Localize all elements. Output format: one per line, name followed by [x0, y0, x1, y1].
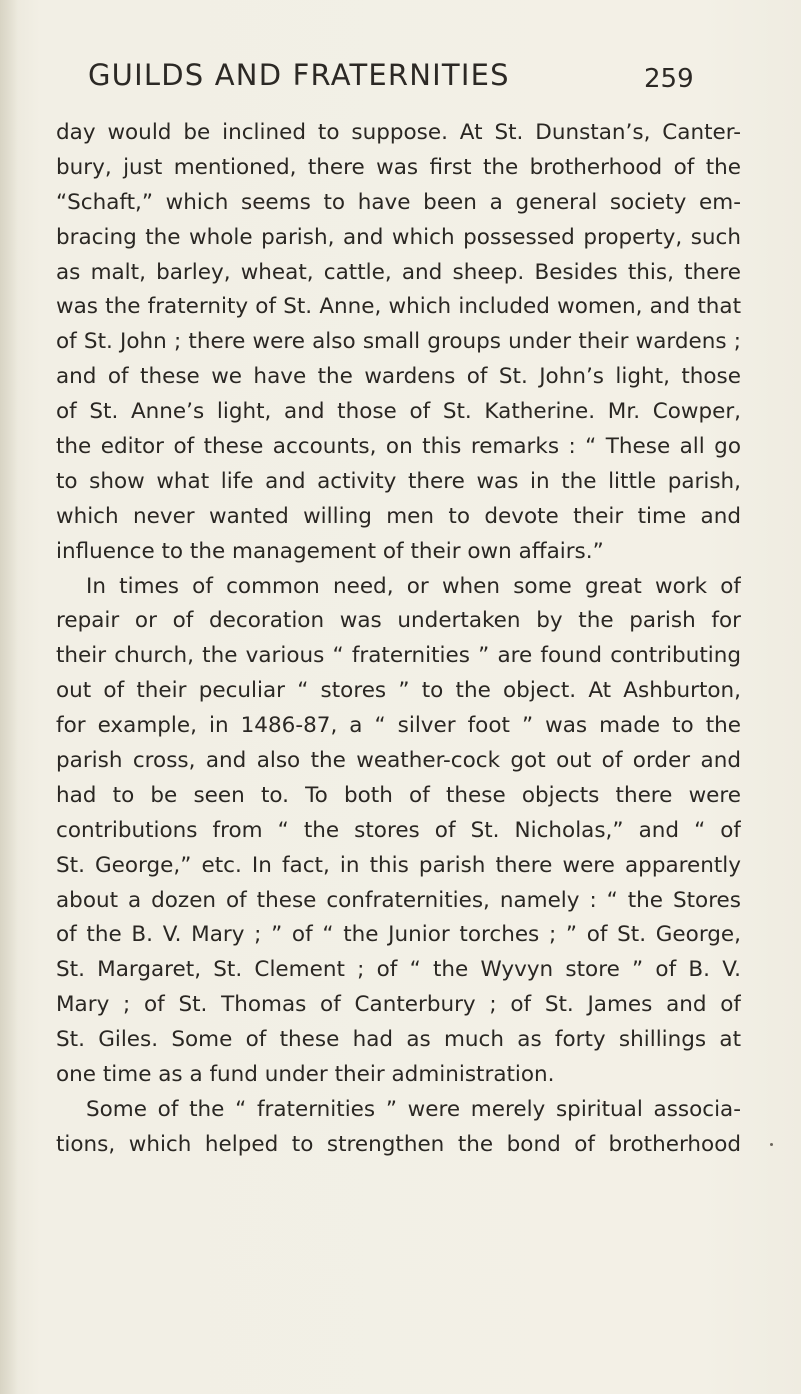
text-line: had to be seen to. To both of these objects there were	[56, 782, 741, 808]
text-line: St. George,” etc. In fact, in this parish there were apparently	[56, 852, 741, 878]
text-line: In times of common need, or when some great work of	[86, 573, 741, 599]
text-line: of the B. V. Mary ; ” of “ the Junior torches ; ” of St. George,	[56, 922, 741, 948]
text-line: for example, in 1486-87, a “ silver foot ” was made to the	[56, 713, 741, 739]
text-line: which never wanted willing men to devote their time and	[56, 503, 741, 529]
running-title: GUILDS AND FRATERNITIES	[88, 58, 510, 92]
text-line: influence to the management of their own affairs.”	[56, 538, 604, 564]
text-line: as malt, barley, wheat, cattle, and sheep. Besides this, there	[56, 259, 741, 285]
text-line: of St. Anne’s light, and those of St. Katherine. Mr. Cowper,	[56, 399, 741, 425]
text-line: Mary ; of St. Thomas of Canterbury ; of St. James and of	[56, 992, 741, 1018]
text-line: bracing the whole parish, and which possessed property, such	[56, 224, 741, 250]
text-line: their church, the various “ fraternities ” are found contributing	[56, 643, 741, 669]
text-line: one time as a fund under their administration.	[56, 1062, 555, 1088]
page-number: 259	[644, 64, 694, 94]
paper-speck	[770, 1143, 773, 1146]
text-line: out of their peculiar “ stores ” to the object. At Ashburton,	[56, 678, 741, 704]
text-line: was the fraternity of St. Anne, which included women, and that	[56, 294, 741, 320]
text-line: contributions from “ the stores of St. Nicholas,” and “ of	[56, 817, 741, 843]
text-line: bury, just mentioned, there was first the brotherhood of the	[56, 154, 741, 180]
text-line: of St. John ; there were also small groups under their wardens ;	[56, 329, 741, 355]
running-head	[0, 58, 801, 98]
text-line: the editor of these accounts, on this remarks : “ These all go	[56, 434, 741, 460]
text-line: to show what life and activity there was in the little parish,	[56, 468, 741, 494]
body-text	[56, 116, 741, 1163]
spine-shadow	[0, 0, 18, 1394]
text-line: St. Giles. Some of these had as much as forty shillings at	[56, 1027, 741, 1053]
text-line: about a dozen of these confraternities, namely : “ the Stores	[56, 887, 741, 913]
text-line: “Schaft,” which seems to have been a general society em-	[56, 189, 741, 215]
text-line: repair or of decoration was undertaken by the parish for	[56, 608, 741, 634]
text-line: parish cross, and also the weather-cock got out of order and	[56, 748, 741, 774]
text-line: tions, which helped to strengthen the bond of brotherhood	[56, 1131, 741, 1157]
text-line: St. Margaret, St. Clement ; of “ the Wyvyn store ” of B. V.	[56, 957, 741, 983]
text-line: day would be inclined to suppose. At St. Dunstan’s, Canter-	[56, 120, 741, 145]
text-line: Some of the “ fraternities ” were merely spiritual associa-	[86, 1096, 741, 1122]
text-line: and of these we have the wardens of St. John’s light, those	[56, 364, 741, 390]
